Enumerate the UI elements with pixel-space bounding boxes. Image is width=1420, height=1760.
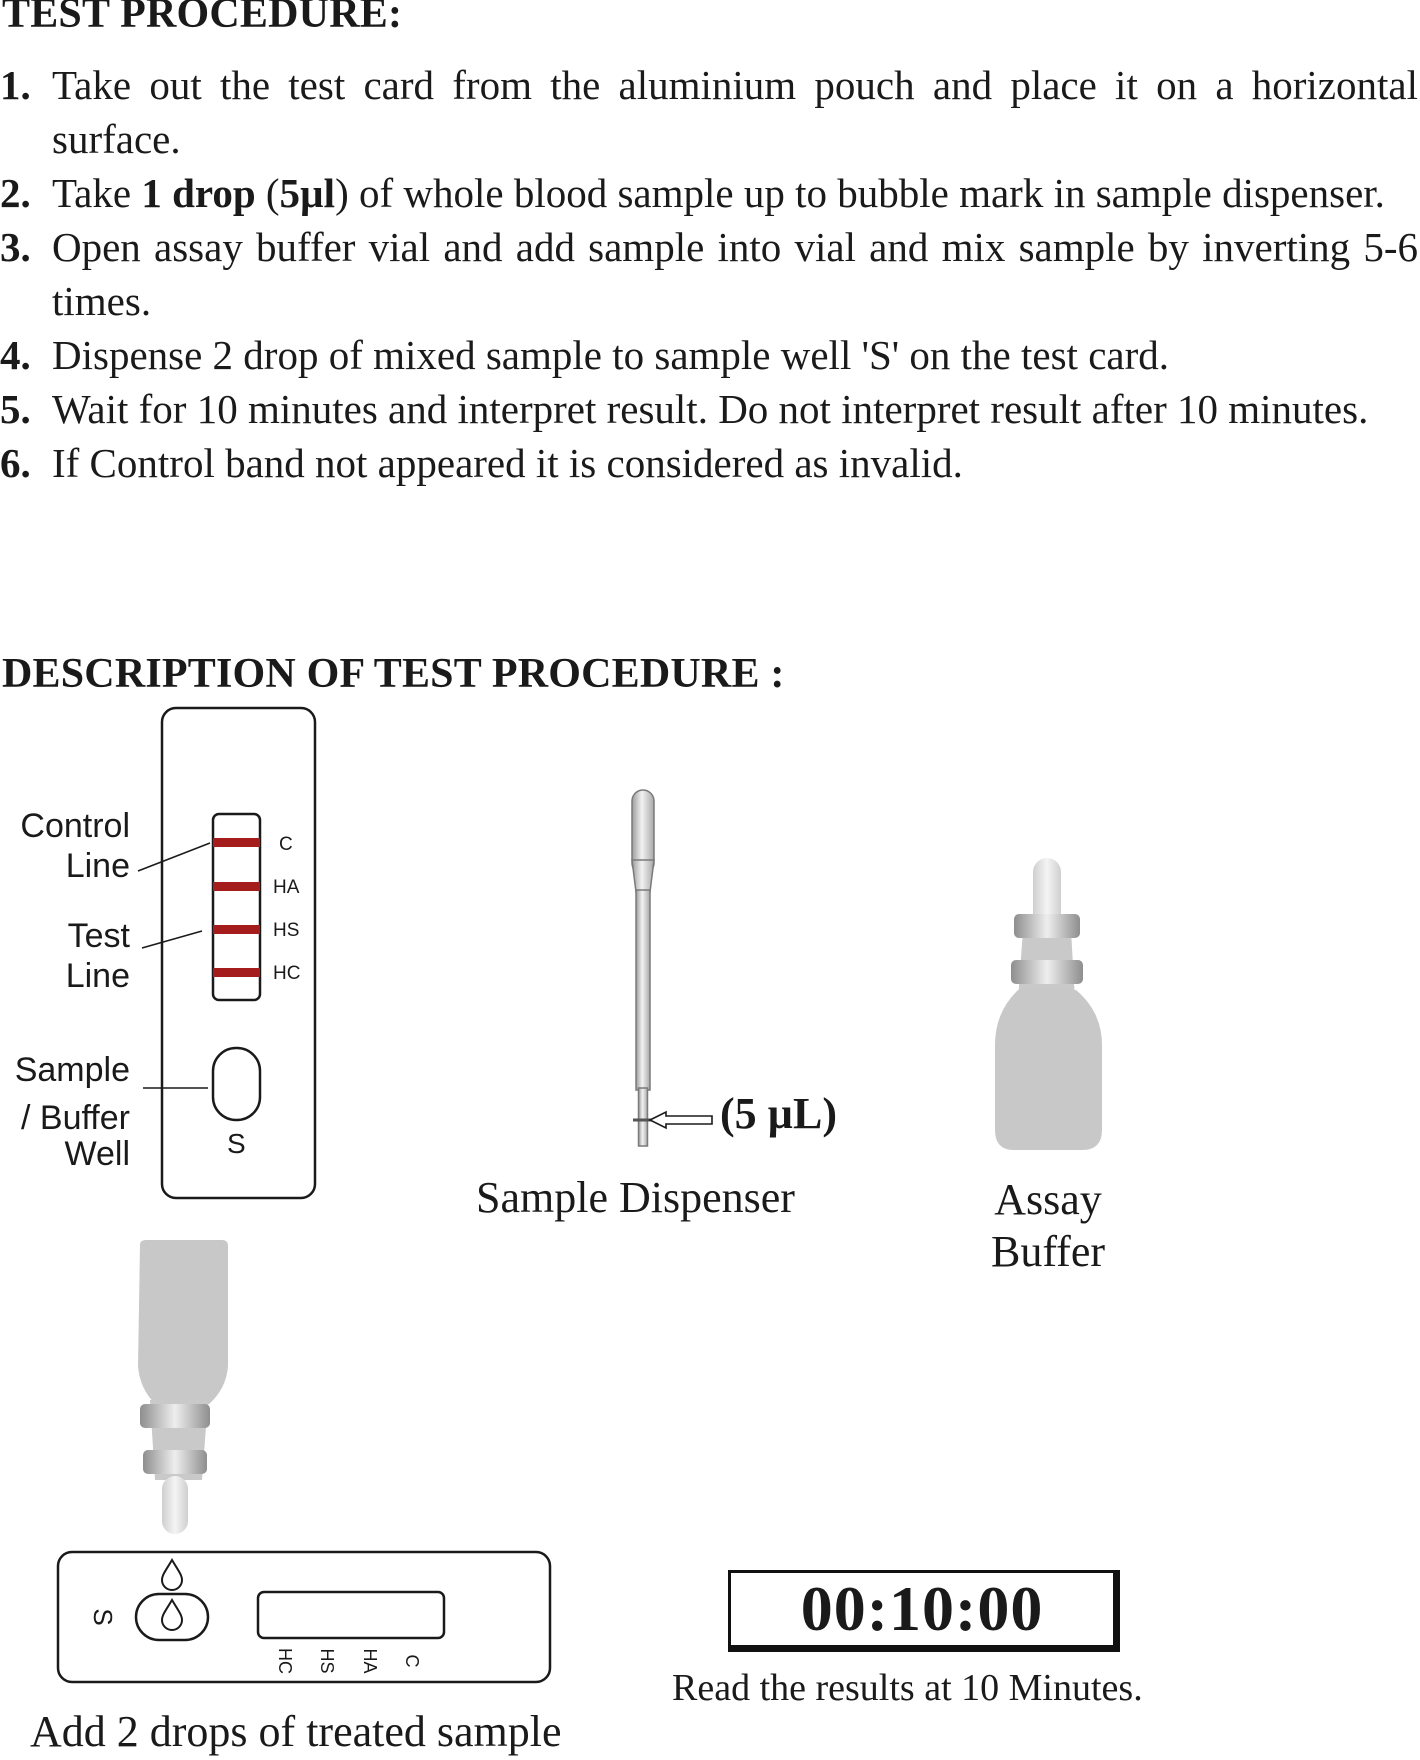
well-letter: S — [227, 1128, 246, 1159]
test-line-label-1: Test — [67, 917, 130, 955]
band-hc — [213, 968, 260, 977]
sample-well-label-3: Well — [64, 1135, 130, 1173]
horizontal-result-window — [258, 1592, 444, 1638]
timer-caption: Read the results at 10 Minutes. — [672, 1667, 1143, 1709]
test-line-label-2: Line — [65, 957, 130, 995]
test-procedure-heading: TEST PROCEDURE: — [2, 0, 403, 37]
step-number: 6. — [0, 440, 31, 486]
sample-well-label-1: Sample — [14, 1051, 130, 1089]
timer-value: 00:10:00 — [800, 1573, 1044, 1644]
band-c — [213, 838, 260, 847]
band-hs — [213, 925, 260, 934]
add-drops-caption: Add 2 drops of treated sample — [30, 1707, 562, 1756]
arrow-icon — [650, 1112, 712, 1128]
step-number: 2. — [0, 170, 31, 216]
band-label-hc: HC — [273, 963, 301, 984]
description-heading: DESCRIPTION OF TEST PROCEDURE : — [2, 651, 785, 697]
buffer-caption-2: Buffer — [990, 1227, 1106, 1276]
step-text: Take — [52, 170, 142, 216]
sample-well-label-2: / Buffer — [21, 1099, 130, 1137]
step-number: 5. — [0, 386, 31, 432]
step-number: 1. — [0, 62, 31, 108]
sample-dispenser-icon — [632, 790, 712, 1146]
step-text: Dispense 2 drop of mixed sample to sample well 'S' on the test card. — [52, 332, 1169, 378]
sample-well — [213, 1048, 260, 1120]
dispenser-volume-label: (5 µL) — [720, 1089, 838, 1138]
step-text: ) of whole blood sample up to bubble mark in sample dispenser. — [335, 170, 1385, 216]
control-line-label-2: Line — [65, 847, 130, 885]
horizontal-band-label: HS — [317, 1648, 337, 1674]
step-text: Take out the test card from the aluminium pouch and place it on a horizontal surface. — [52, 62, 1418, 162]
step-text: If Control band not appeared it is considered as invalid. — [52, 440, 963, 486]
band-label-ha: HA — [273, 877, 300, 898]
control-line-label-1: Control — [20, 807, 130, 845]
buffer-caption-1: Assay — [994, 1175, 1102, 1224]
timer-display — [728, 1570, 1120, 1652]
step-drop-count: 1 drop — [141, 170, 256, 216]
dispenser-caption: Sample Dispenser — [476, 1173, 795, 1222]
horizontal-band-label: C — [402, 1654, 422, 1668]
band-label-hs: HS — [273, 920, 300, 941]
horizontal-band-label: HC — [275, 1648, 295, 1674]
horizontal-band-label: HA — [360, 1648, 380, 1674]
step-text: ( — [255, 170, 280, 216]
horizontal-test-card — [58, 1552, 550, 1682]
step-text: Wait for 10 minutes and interpret result. Do not interpret result after 10 minutes. — [52, 386, 1369, 432]
horizontal-well-letter: S — [88, 1608, 118, 1626]
test-card — [138, 708, 315, 1198]
step-number: 3. — [0, 224, 31, 270]
band-label-c: C — [279, 834, 293, 855]
step-volume: 5µl — [279, 170, 336, 216]
band-ha — [213, 882, 260, 891]
step-text: Open assay buffer vial and add sample into vial and mix sample by inverting 5-6 times. — [52, 224, 1418, 324]
inverted-bottle-icon — [138, 1240, 228, 1534]
step-number: 4. — [0, 332, 31, 378]
buffer-bottle-icon — [995, 858, 1102, 1150]
